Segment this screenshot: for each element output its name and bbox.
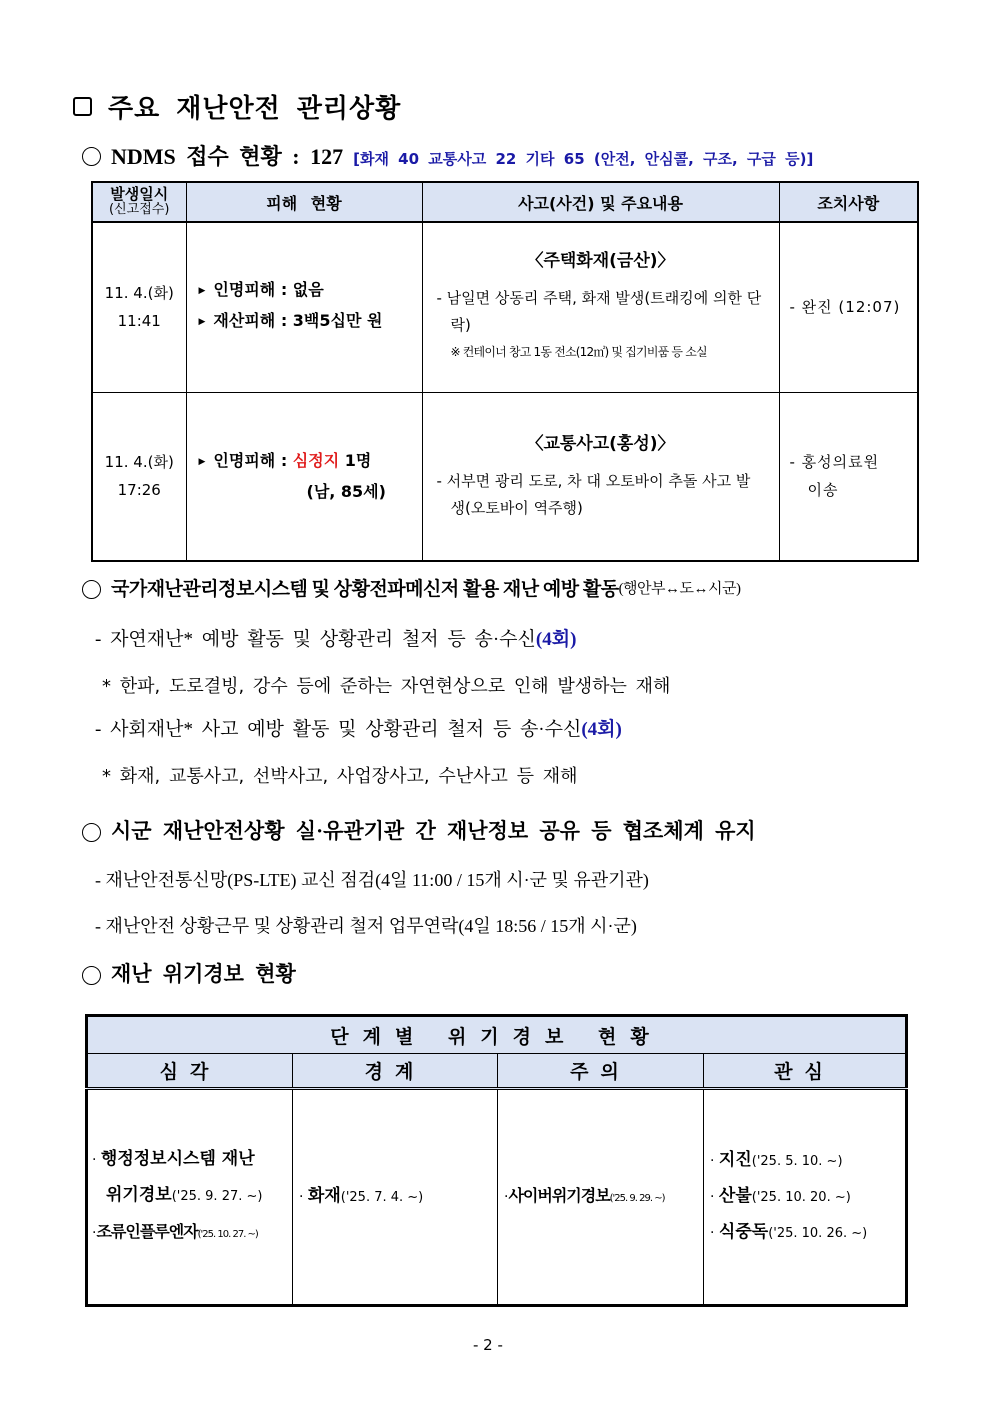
- incident-damage: ▶ 인명피해 : 없음 ▶ 재산피해 : 3백5십만 원: [186, 222, 422, 392]
- ndms-summary: [82, 140, 813, 171]
- table-row: [92, 392, 918, 561]
- ndms-label: NDMS 접수 현황 : 127: [111, 144, 344, 169]
- cardiac-arrest-highlight: 심정지: [292, 450, 340, 470]
- checkbox-square-icon: [73, 97, 92, 116]
- incident-action: - 홍성의료원 이송: [779, 392, 918, 561]
- level-alert-cell: · 화재('25. 7. 4. ~): [293, 1089, 498, 1306]
- section-heading-prevention: 국가재난관리정보시스템 및 상황전파메신저 활용 재난 예방 활동 (행안부↔도↔시군): [82, 574, 741, 601]
- cooperation-item-pslte: - 재난안전통신망(PS-LTE) 교신 점검(4일 11:00 / 15개 시·군 및 유관기관): [95, 870, 649, 890]
- prevention-item-natural: - 자연재난* 예방 활동 및 상황관리 철저 등 송·수신(4회): [95, 629, 577, 650]
- level-interest-header: 관심: [704, 1054, 907, 1089]
- warning-table-title: 단계별 위기경보 현황: [87, 1016, 907, 1054]
- incident-table: [91, 181, 919, 562]
- header-date: 발생일시 (신고접수): [92, 182, 186, 222]
- incident-action: - 완진 (12:07): [779, 222, 918, 392]
- level-caution-header: 주의: [498, 1054, 704, 1089]
- section-heading-warning: 재난 위기경보 현황: [82, 958, 296, 988]
- header-action: 조치사항: [779, 182, 918, 222]
- prevention-note-natural: * 한파, 도로결빙, 강수 등에 준하는 자연현상으로 인해 발생하는 재해: [102, 676, 671, 697]
- incident-damage: ▶ 인명피해 : 심정지 1명 (남, 85세): [186, 392, 422, 561]
- triangle-bullet-icon: ▶: [198, 317, 206, 328]
- section-heading-cooperation: 시군 재난안전상황 실·유관기관 간 재난정보 공유 등 협조체계 유지: [82, 815, 756, 845]
- incident-datetime: 11. 4.(화) 11:41: [92, 222, 186, 392]
- circle-bullet-icon: [82, 580, 101, 599]
- level-alert-header: 경계: [293, 1054, 498, 1089]
- prevention-note-social: * 화재, 교통사고, 선박사고, 사업장사고, 수난사고 등 재해: [102, 766, 578, 787]
- warning-level-table: [85, 1014, 908, 1307]
- incident-datetime: 11. 4.(화) 17:26: [92, 392, 186, 561]
- page-title: 주요 재난안전 관리상황: [73, 88, 401, 125]
- triangle-bullet-icon: ▶: [198, 456, 206, 467]
- level-caution-cell: ·사이버위기경보('25. 9. 29. ~): [498, 1089, 704, 1306]
- level-interest-cell: · 지진('25. 5. 10. ~) · 산불('25. 10. 20. ~) · 식중독('25. 10. 26. ~): [704, 1089, 907, 1306]
- level-serious-cell: · 행정정보시스템 재난 위기경보('25. 9. 27. ~) ·조류인플루엔자('25. 10. 27. ~): [87, 1089, 293, 1306]
- incident-content: 〈교통사고(홍성)〉 - 서부면 광리 도로, 차 대 오토바이 추돌 사고 발생(오토바이 역주행): [422, 392, 779, 561]
- level-serious-header: 심각: [87, 1054, 293, 1089]
- page-number: - 2 -: [473, 1336, 503, 1354]
- incident-content: 〈주택화재(금산)〉 - 남일면 상동리 주택, 화재 발생(트래킹에 의한 단락) ※ 컨테이너 창고 1동 전소(12㎡) 및 집기비품 등 소실: [422, 222, 779, 392]
- prevention-item-social: - 사회재난* 사고 예방 활동 및 상황관리 철저 등 송·수신(4회): [95, 719, 622, 740]
- header-damage: 피해 현황: [186, 182, 422, 222]
- incident-header-row: [92, 182, 918, 222]
- header-content: 사고(사건) 및 주요내용: [422, 182, 779, 222]
- circle-bullet-icon: [82, 823, 101, 842]
- circle-bullet-icon: [82, 966, 101, 985]
- cooperation-item-contact: - 재난안전 상황근무 및 상황관리 철저 업무연락(4일 18:56 / 15개 시·군): [95, 916, 637, 936]
- triangle-bullet-icon: ▶: [198, 286, 206, 297]
- ndms-breakdown: [화재 40 교통사고 22 기타 65 (안전, 안심콜, 구조, 구급 등)]: [353, 150, 814, 168]
- circle-bullet-icon: [82, 147, 101, 166]
- table-row: [92, 222, 918, 392]
